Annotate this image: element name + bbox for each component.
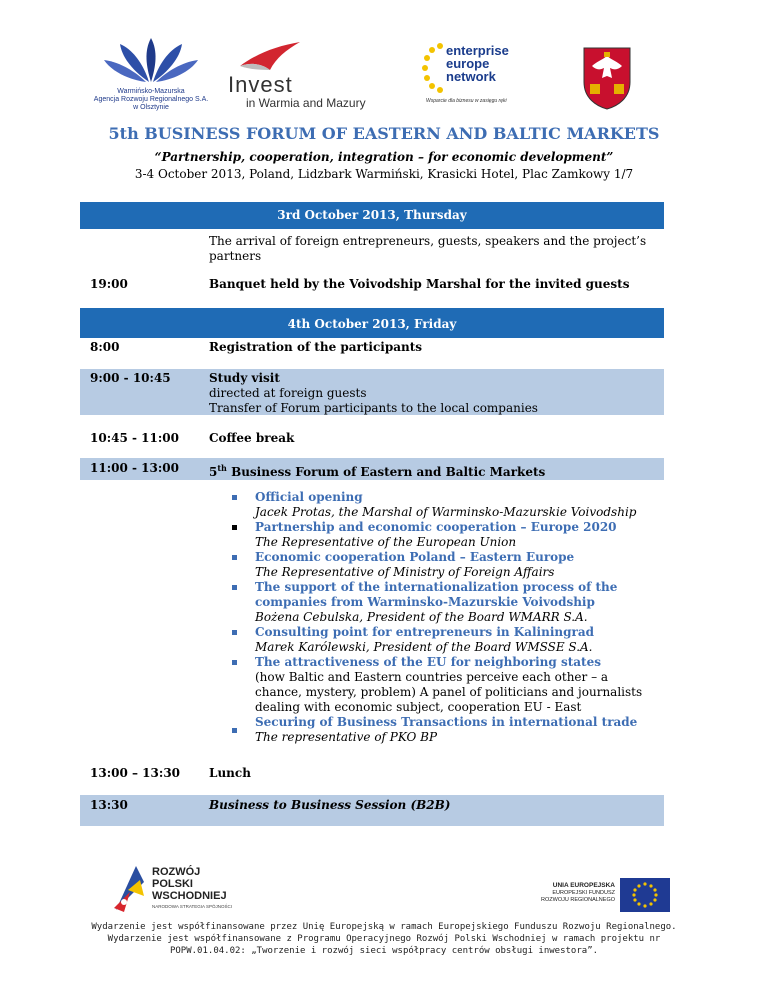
page-title: 5th BUSINESS FORUM OF EASTERN AND BALTIC MARKETS xyxy=(108,124,660,143)
eu-line1: UNIA EUROPEJSKA xyxy=(552,882,615,889)
study-visit-line2: directed at foreign guests xyxy=(209,386,367,400)
forum-sup: th xyxy=(217,463,227,473)
registration-text: Registration of the participants xyxy=(209,340,423,354)
event-place: 3-4 October 2013, Poland, Lidzbark Warmiński, Krasicki Hotel, Plac Zamkowy 1/7 xyxy=(134,167,634,181)
rpw-logo xyxy=(110,862,270,914)
coat-of-arms-icon xyxy=(582,46,632,110)
een-line1: enterprise xyxy=(446,43,509,58)
arrival-text: The arrival of foreign entrepreneurs, guests, speakers and the project’s partners xyxy=(209,234,647,263)
agenda-speaker: Bożena Cebulska, President of the Board WMARR S.A. xyxy=(255,610,588,624)
agenda-title: Partnership and economic cooperation – Europe 2020 xyxy=(255,520,617,534)
schedule-row-study-visit xyxy=(80,369,664,415)
registration-time: 8:00 xyxy=(90,340,120,354)
banquet-text: Banquet held by the Voivodship Marshal for the invited guests xyxy=(209,277,630,291)
coffee-text: Coffee break xyxy=(209,431,295,445)
forum-agenda xyxy=(209,490,649,745)
logo-strip xyxy=(0,36,768,116)
agenda-title: Official opening xyxy=(255,490,363,504)
lunch-time: 13:00 – 13:30 xyxy=(90,766,181,780)
eu-line2: EUROPEJSKI FUNDUSZ xyxy=(552,890,615,896)
study-visit-title: Study visit xyxy=(209,371,280,385)
bullet-icon xyxy=(232,525,237,530)
agenda-item xyxy=(209,655,649,715)
rpw-wordmark xyxy=(152,866,270,902)
rpw-tagline: NARODOWA STRATEGIA SPÓJNOŚCI xyxy=(152,904,233,909)
rpw-line2: POLSKI WSCHODNIEJ xyxy=(152,878,227,902)
day1-header: 3rd October 2013, Thursday xyxy=(80,202,664,229)
eu-flag-icon xyxy=(620,878,670,912)
agenda-item xyxy=(209,520,649,550)
agency-name-line1: Warmińsko-Mazurska xyxy=(117,88,185,95)
bullet-icon xyxy=(232,555,237,560)
footer-line3: POPW.01.04.02: „Tworzenie i rozwój sieci współpracy centrów obsługi inwestora”. xyxy=(169,946,599,956)
schedule-row-coffee xyxy=(80,429,664,449)
banquet-time: 19:00 xyxy=(90,277,128,291)
bullet-icon xyxy=(232,660,237,665)
page-subtitle: “Partnership, cooperation, integration – for economic development” xyxy=(154,150,614,164)
agenda-title: Consulting point for entrepreneurs in Kaliningrad xyxy=(255,625,594,639)
day1-arrival-row xyxy=(80,234,664,266)
forum-num: 5 xyxy=(209,465,218,479)
invest-flag-icon xyxy=(236,40,306,72)
agency-logo xyxy=(86,36,216,112)
agenda-speaker: Marek Karólewski, President of the Board WMSSE S.A. xyxy=(255,640,593,654)
bullet-icon xyxy=(232,495,237,500)
agenda-speaker: The Representative of Ministry of Foreign Affairs xyxy=(255,565,555,579)
eu-logo xyxy=(525,876,675,916)
day2-header: 4th October 2013, Friday xyxy=(80,308,664,338)
agenda-title: The support of the internationalization process of the companies from Warminsko-Mazurskie Voivodship xyxy=(255,580,618,609)
rpw-star-icon xyxy=(110,862,150,914)
schedule-row-lunch xyxy=(80,766,664,784)
agenda-item xyxy=(209,580,649,625)
agenda-speaker: The Representative of the European Union xyxy=(255,535,517,549)
een-tagline: Wsparcie dla biznesu w zasięgu ręki xyxy=(426,98,507,104)
agenda-speaker: Jacek Protas, the Marshal of Warminsko-Mazurskie Voivodship xyxy=(255,505,637,519)
rpw-line1: ROZWÓJ xyxy=(152,866,201,878)
bullet-icon xyxy=(232,585,237,590)
bullet-icon xyxy=(232,630,237,635)
agency-name-line2: Agencja Rozwoju Regionalnego S.A. xyxy=(93,96,209,103)
bullet-icon xyxy=(232,728,237,733)
schedule-row-registration xyxy=(80,338,664,358)
agency-flower-icon xyxy=(86,36,216,84)
forum-title-text: Business Forum of Eastern and Baltic Markets xyxy=(231,465,546,479)
invest-tagline: in Warmia and Mazury xyxy=(246,96,366,110)
invest-wordmark: Invest xyxy=(228,72,293,97)
cofinancing-note xyxy=(0,921,768,957)
study-visit-text xyxy=(209,371,654,416)
agenda-speaker: The representative of PKO BP xyxy=(255,730,438,744)
schedule-row-b2b xyxy=(80,795,664,826)
footer-line1: Wydarzenie jest współfinansowane przez Unię Europejską w ramach Europejskiego Funduszu Rozwoju Regionalnego. xyxy=(91,922,677,932)
study-visit-line3: Transfer of Forum participants to the local companies xyxy=(209,401,538,415)
study-visit-time: 9:00 - 10:45 xyxy=(90,371,171,385)
agenda-item xyxy=(209,550,649,580)
agenda-description: (how Baltic and Eastern countries perceive each other – a chance, mystery, problem) A panel of politicians and journalists dealing with economic subject, cooperation EU - East xyxy=(255,670,643,714)
forum-time: 11:00 - 13:00 xyxy=(90,461,179,475)
agenda-item xyxy=(209,490,649,520)
b2b-time: 13:30 xyxy=(90,798,128,812)
lunch-text: Lunch xyxy=(209,766,251,780)
agenda-title: Economic cooperation Poland – Eastern Europe xyxy=(255,550,575,564)
agenda-item xyxy=(209,625,649,655)
agenda-title: Securing of Business Transactions in international trade xyxy=(255,715,638,729)
agenda-item xyxy=(209,715,649,745)
een-line3: network xyxy=(446,69,496,84)
een-line2: europe xyxy=(446,56,490,71)
eu-line3: ROZWOJU REGIONALNEGO xyxy=(541,897,615,903)
forum-title xyxy=(209,461,654,480)
agenda-title: The attractiveness of the EU for neighboring states xyxy=(255,655,601,669)
eu-wordmark xyxy=(525,882,615,904)
een-wordmark xyxy=(446,44,509,83)
agency-name-line3: w Olsztynie xyxy=(133,104,169,111)
day1-banquet-row xyxy=(80,277,664,295)
coat-of-arms xyxy=(582,46,632,110)
schedule-row-forum xyxy=(80,458,664,480)
b2b-text: Business to Business Session (B2B) xyxy=(209,798,451,812)
coffee-time: 10:45 - 11:00 xyxy=(90,431,179,445)
footer-line2: Wydarzenie jest współfinansowane z Programu Operacyjnego Rozwój Polski Wschodniej w ramach projektu nr xyxy=(107,934,661,944)
